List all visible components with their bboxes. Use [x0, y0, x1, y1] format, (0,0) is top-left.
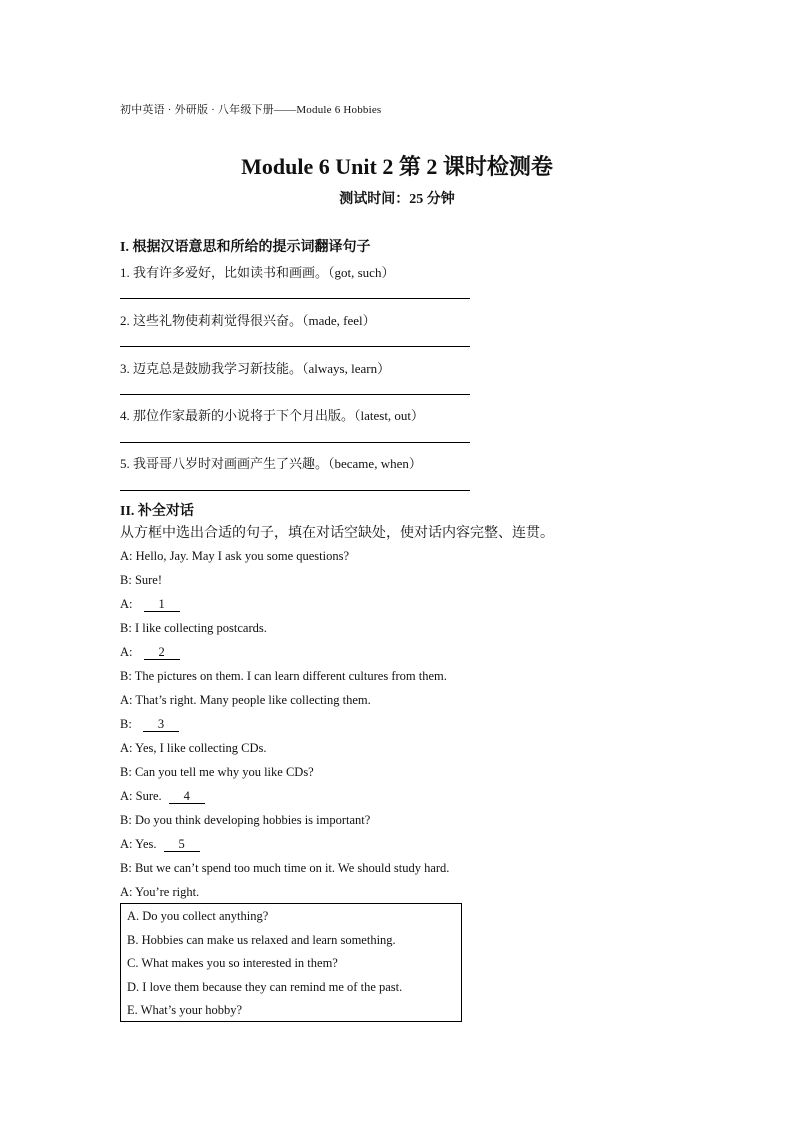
speaker: A:	[120, 789, 133, 803]
speaker: B:	[120, 669, 132, 683]
section-2-instruction: 从方框中选出合适的句子，填在对话空缺处，使对话内容完整、连贯。	[120, 526, 554, 541]
dialogue-text: Sure!	[134, 573, 163, 587]
translation-question-3: 3. 迈克总是鼓励我学习新技能。（always, learn）	[120, 361, 391, 376]
dialogue-line-12	[120, 813, 370, 828]
translation-question-4: 4. 那位作家最新的小说将于下个月出版。（latest, out）	[120, 408, 425, 423]
dialogue-line-10	[120, 765, 314, 780]
translation-question-1: 1. 我有许多爱好，比如读书和画画。（got, such）	[120, 265, 395, 280]
answer-line-4[interactable]	[120, 442, 470, 443]
blank-5[interactable]: 5	[164, 838, 200, 852]
speaker: A:	[120, 741, 133, 755]
test-duration: 测试时间：25 分钟	[339, 192, 455, 207]
option-a: A. Do you collect anything?	[127, 909, 269, 923]
option-b: B. Hobbies can make us relaxed and learn something.	[127, 933, 396, 947]
speaker: A:	[120, 645, 133, 659]
blank-4[interactable]: 4	[169, 790, 205, 804]
speaker: A:	[120, 837, 133, 851]
dialogue-line-8	[120, 717, 179, 732]
speaker: A:	[120, 597, 133, 611]
section-2-heading: II. 补全对话	[120, 504, 194, 519]
dialogue-text: Yes.	[135, 837, 157, 851]
dialogue-line-9	[120, 741, 267, 756]
dialogue-line-7	[120, 693, 371, 708]
blank-3[interactable]: 3	[143, 718, 179, 732]
option-c: C. What makes you so interested in them?	[127, 956, 338, 970]
options-box	[120, 903, 462, 1022]
dialogue-line-14	[120, 861, 449, 876]
dialogue-text: The pictures on them. I can learn different cultures from them.	[134, 669, 447, 683]
dialogue-text: Do you think developing hobbies is important?	[134, 813, 371, 827]
blank-2[interactable]: 2	[144, 646, 180, 660]
dialogue-text: I like collecting postcards.	[134, 621, 267, 635]
answer-line-2[interactable]	[120, 346, 470, 347]
header-breadcrumb: 初中英语 · 外研版 · 八年级下册——Module 6 Hobbies	[120, 104, 382, 116]
translation-question-2: 2. 这些礼物使莉莉觉得很兴奋。（made, feel）	[120, 313, 376, 328]
option-e: E. What’s your hobby?	[127, 1003, 243, 1017]
dialogue-text: Can you tell me why you like CDs?	[134, 765, 314, 779]
dialogue-text: Sure.	[135, 789, 162, 803]
speaker: B:	[120, 765, 132, 779]
dialogue-line-5	[120, 645, 180, 660]
speaker: B:	[120, 573, 132, 587]
dialogue-line-11	[120, 789, 205, 804]
speaker: B:	[120, 813, 132, 827]
dialogue-text: Hello, Jay. May I ask you some questions?	[135, 549, 350, 563]
dialogue-line-3	[120, 597, 180, 612]
dialogue-line-1	[120, 549, 349, 564]
dialogue-text: You’re right.	[135, 885, 200, 899]
answer-line-5[interactable]	[120, 490, 470, 491]
speaker: A:	[120, 885, 133, 899]
speaker: B:	[120, 861, 132, 875]
dialogue-text: Yes, I like collecting CDs.	[135, 741, 267, 755]
dialogue-text: That’s right. Many people like collecting them.	[135, 693, 371, 707]
answer-line-3[interactable]	[120, 394, 470, 395]
page-title: Module 6 Unit 2 第 2 课时检测卷	[241, 154, 553, 179]
dialogue-line-2	[120, 573, 162, 588]
speaker: B:	[120, 717, 132, 731]
dialogue-line-6	[120, 669, 447, 684]
translation-question-5: 5. 我哥哥八岁时对画画产生了兴趣。（became, when）	[120, 456, 422, 471]
speaker: A:	[120, 693, 133, 707]
dialogue-line-15	[120, 885, 199, 900]
speaker: B:	[120, 621, 132, 635]
blank-1[interactable]: 1	[144, 598, 180, 612]
option-d: D. I love them because they can remind me of the past.	[127, 980, 403, 994]
dialogue-text: But we can’t spend too much time on it. We should study hard.	[134, 861, 450, 875]
dialogue-line-4	[120, 621, 267, 636]
section-1-heading: I. 根据汉语意思和所给的提示词翻译句子	[120, 240, 371, 255]
speaker: A:	[120, 549, 133, 563]
answer-line-1[interactable]	[120, 298, 470, 299]
dialogue-line-13	[120, 837, 200, 852]
